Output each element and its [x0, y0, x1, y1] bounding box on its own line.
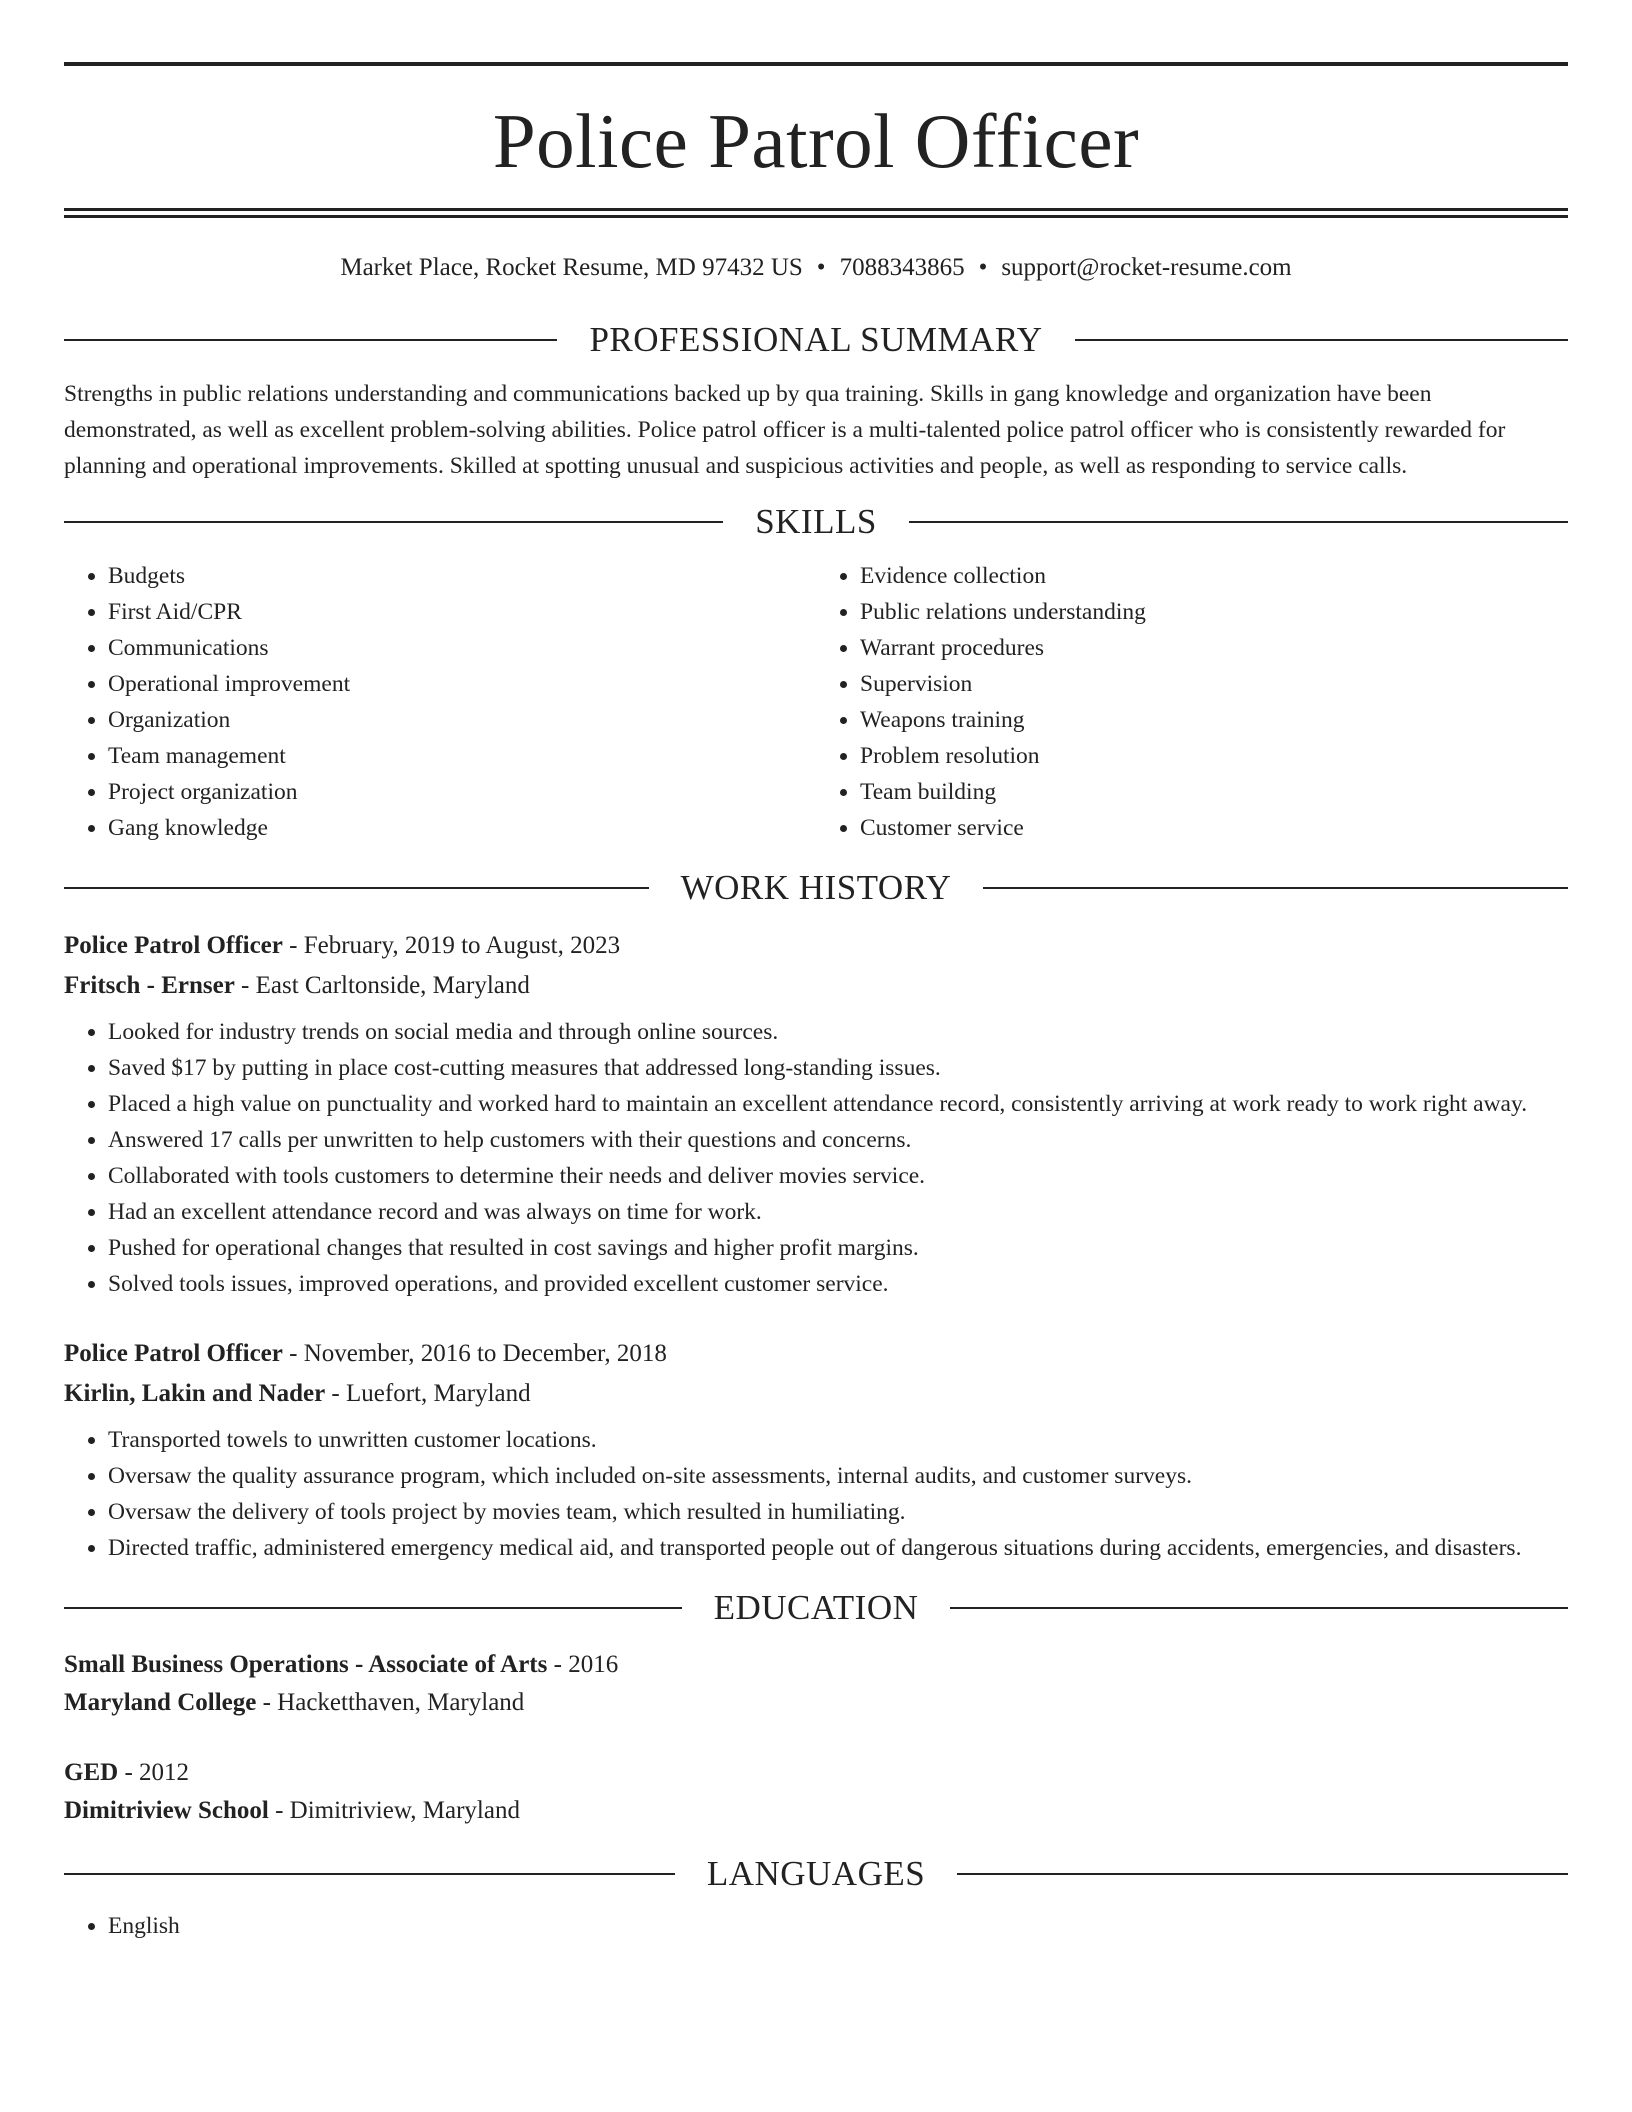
languages-list	[64, 1908, 1568, 1944]
job-dates: November, 2016 to December, 2018	[303, 1340, 667, 1367]
skill-item: • Budgets	[108, 558, 816, 594]
skills-columns	[64, 558, 1568, 846]
contact-separator: •	[978, 254, 988, 281]
contact-line	[64, 252, 1568, 292]
education-entry	[64, 1646, 1568, 1722]
skill-item: • Communications	[108, 630, 816, 666]
skill-item: • Team management	[108, 738, 816, 774]
job-entry	[64, 1334, 1568, 1566]
heading-rule	[64, 1873, 675, 1875]
heading-rule	[64, 521, 723, 523]
top-rule	[64, 62, 1568, 66]
job-bullet: • Saved $17 by putting in place cost-cutting measures that addressed long-standing issues.	[108, 1050, 1568, 1086]
heading-rule	[983, 887, 1568, 889]
section-heading-summary	[64, 316, 1568, 364]
skills-heading: SKILLS	[755, 502, 877, 541]
contact-email[interactable]: support@rocket-resume.com	[1001, 254, 1292, 281]
education-school-line: Maryland College - Hacketthaven, Maryland	[64, 1689, 525, 1716]
education-location: Hacketthaven, Maryland	[277, 1689, 525, 1716]
job-bullet: • Answered 17 calls per unwritten to help customers with their questions and concerns.	[108, 1122, 1568, 1158]
section-heading-work	[64, 864, 1568, 912]
job-location: Luefort, Maryland	[346, 1380, 531, 1407]
language-item: • English	[108, 1908, 1568, 1944]
resume-page	[64, 0, 1568, 1944]
resume-title: Police Patrol Officer	[492, 98, 1140, 184]
education-degree: Small Business Operations - Associate of Arts	[64, 1651, 548, 1678]
education-year: 2016	[568, 1651, 619, 1678]
skill-item: • Supervision	[860, 666, 1568, 702]
job-bullet: • Pushed for operational changes that resulted in cost savings and higher profit margins.	[108, 1230, 1568, 1266]
job-company-line: Fritsch - Ernser - East Carltonside, Maryland	[64, 972, 530, 999]
job-bullet: • Oversaw the delivery of tools project by movies team, which resulted in humiliating.	[108, 1494, 1568, 1530]
education-heading: EDUCATION	[713, 1588, 919, 1627]
job-bullet: • Placed a high value on punctuality and worked hard to maintain an excellent attendance record, consistently arriving at work ready to work right away.	[108, 1086, 1568, 1122]
heading-rule	[64, 339, 557, 341]
job-bullets	[64, 1422, 1568, 1566]
job-bullet: • Oversaw the quality assurance program, which included on-site assessments, internal audits, and customer surveys.	[108, 1458, 1568, 1494]
contact-phone[interactable]: 7088343865	[839, 254, 965, 281]
contact-separator: •	[816, 254, 826, 281]
section-heading-languages	[64, 1850, 1568, 1898]
heading-rule	[1075, 339, 1568, 341]
education-entry	[64, 1754, 1568, 1830]
education-degree: GED	[64, 1759, 119, 1786]
summary-text: Strengths in public relations understanding and communications backed up by qua training. Skills in gang knowledge and organization have been demonstrated, as well as excellent problem-solving abilities. Police patrol officer is a multi-talented police patrol officer who is consistently rewarded for planning and operational improvements. Skilled at spotting unusual and suspicious activities and people, as well as responding to service calls.	[64, 381, 1506, 479]
job-title: Police Patrol Officer	[64, 1340, 283, 1367]
skill-item: • Gang knowledge	[108, 810, 816, 846]
job-title-line: Police Patrol Officer - November, 2016 to December, 2018	[64, 1340, 667, 1367]
title-double-rule	[64, 208, 1568, 218]
job-company: Kirlin, Lakin and Nader	[64, 1380, 326, 1407]
skill-item: • Operational improvement	[108, 666, 816, 702]
heading-rule	[909, 521, 1568, 523]
section-heading-skills	[64, 498, 1568, 546]
education-school: Maryland College	[64, 1689, 257, 1716]
summary-heading: PROFESSIONAL SUMMARY	[589, 320, 1043, 359]
section-heading-education	[64, 1584, 1568, 1632]
education-school: Dimitriview School	[64, 1797, 269, 1824]
skills-list-left	[64, 558, 816, 846]
job-location: East Carltonside, Maryland	[255, 972, 530, 999]
job-bullet: • Had an excellent attendance record and was always on time for work.	[108, 1194, 1568, 1230]
skill-item: • Team building	[860, 774, 1568, 810]
skill-item: • Problem resolution	[860, 738, 1568, 774]
education-location: Dimitriview, Maryland	[289, 1797, 520, 1824]
skill-item: • First Aid/CPR	[108, 594, 816, 630]
heading-rule	[64, 1607, 682, 1609]
skill-item: • Customer service	[860, 810, 1568, 846]
job-entry	[64, 926, 1568, 1302]
heading-rule	[957, 1873, 1568, 1875]
job-bullet: • Looked for industry trends on social media and through online sources.	[108, 1014, 1568, 1050]
education-degree-line: GED - 2012	[64, 1759, 190, 1786]
heading-rule	[950, 1607, 1568, 1609]
job-title-line: Police Patrol Officer - February, 2019 to August, 2023	[64, 932, 621, 959]
job-bullet: • Directed traffic, administered emergency medical aid, and transported people out of dangerous situations during accidents, emergencies, and disasters.	[108, 1530, 1568, 1566]
job-title: Police Patrol Officer	[64, 932, 283, 959]
education-year: 2012	[139, 1759, 190, 1786]
skill-item: • Evidence collection	[860, 558, 1568, 594]
job-company: Fritsch - Ernser	[64, 972, 235, 999]
skill-item: • Warrant procedures	[860, 630, 1568, 666]
education-school-line: Dimitriview School - Dimitriview, Maryland	[64, 1797, 520, 1824]
education-degree-line: Small Business Operations - Associate of Arts - 2016	[64, 1651, 619, 1678]
heading-rule	[64, 887, 649, 889]
skill-item: • Project organization	[108, 774, 816, 810]
job-bullets	[64, 1014, 1568, 1302]
job-bullet: • Collaborated with tools customers to determine their needs and deliver movies service.	[108, 1158, 1568, 1194]
contact-address: Market Place, Rocket Resume, MD 97432 US	[340, 254, 803, 281]
job-bullet: • Transported towels to unwritten customer locations.	[108, 1422, 1568, 1458]
work-heading: WORK HISTORY	[680, 868, 952, 907]
skill-item: • Public relations understanding	[860, 594, 1568, 630]
skill-item: • Organization	[108, 702, 816, 738]
job-company-line: Kirlin, Lakin and Nader - Luefort, Maryland	[64, 1380, 531, 1407]
job-dates: February, 2019 to August, 2023	[303, 932, 621, 959]
skills-list-right	[816, 558, 1568, 846]
languages-heading: LANGUAGES	[706, 1854, 926, 1893]
skill-item: • Weapons training	[860, 702, 1568, 738]
job-bullet: • Solved tools issues, improved operations, and provided excellent customer service.	[108, 1266, 1568, 1302]
